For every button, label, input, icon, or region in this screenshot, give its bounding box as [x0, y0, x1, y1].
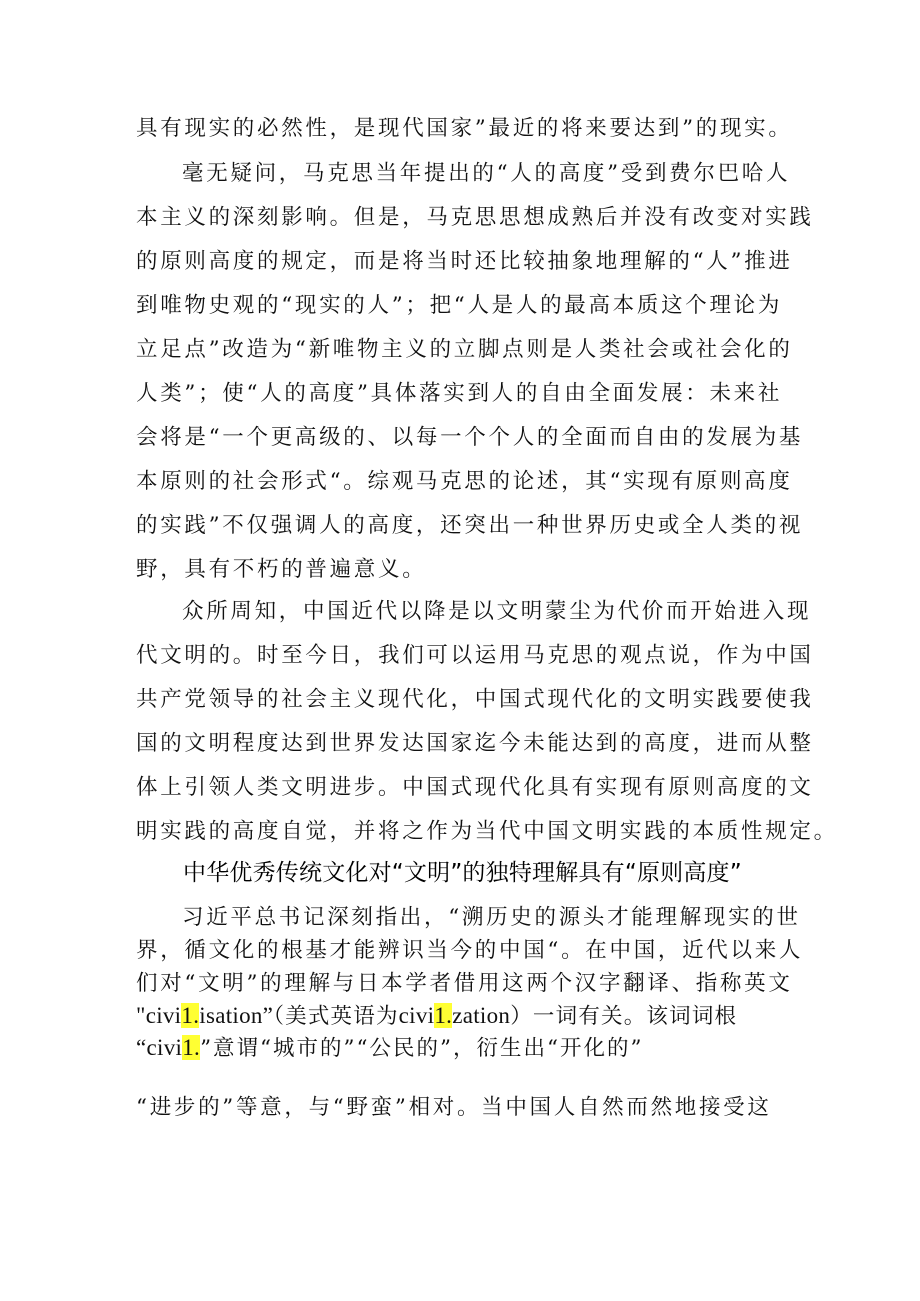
latin-text: zation	[452, 1003, 511, 1028]
section-heading: 中华优秀传统文化对“文明”的独特理解具有“原则高度”	[183, 860, 742, 886]
text-line: 体上引领人类文明进步。中国式现代化具有实现有原则高度的文	[136, 775, 814, 800]
text-line: 人类”；使“人的高度”具体落实到人的自由全面发展：未来社	[136, 381, 783, 406]
text-line: 会将是“一个更高级的、以每一个个人的全面而自由的发展为基	[136, 425, 804, 450]
text-line: 习近平总书记深刻指出，“溯历史的源头才能理解现实的世	[182, 905, 801, 930]
text-line: 们对“文明”的理解与日本学者借用这两个汉字翻译、指称英文	[136, 971, 793, 996]
text-line: 野，具有不朽的普遍意义。	[136, 557, 427, 582]
text-line: 毫无疑问，马克思当年提出的“人的高度”受到费尔巴哈人	[182, 161, 791, 186]
latin-text: "civi	[136, 1003, 182, 1028]
text-line: “进步的”等意，与“野蛮”相对。当中国人自然而然地接受这	[136, 1095, 772, 1120]
highlighted-text: 1.	[434, 1003, 453, 1028]
highlighted-text: 1.	[182, 1035, 201, 1060]
latin-text: civi	[398, 1003, 435, 1028]
text-line: 共产党领导的社会主义现代化，中国式现代化的文明实践要使我	[136, 687, 814, 712]
text-segment: （美式英语为	[273, 1004, 399, 1029]
text-line: 立足点”改造为“新唯物主义的立脚点则是人类社会或社会化的	[136, 337, 793, 362]
text-line: 的原则高度的规定，而是将当时还比较抽象地理解的“人”推进	[136, 249, 793, 274]
text-line: 的实践”不仅强调人的高度，还突出一种世界历史或全人类的视	[136, 513, 804, 538]
text-line-mixed	[136, 1001, 737, 1032]
text-line: 国的文明程度达到世界发达国家迄今未能达到的高度，进而从整	[136, 731, 814, 756]
text-line: 本主义的深刻影响。但是，马克思思想成熟后并没有改变对实践	[136, 205, 814, 230]
text-line: 明实践的高度自觉，并将之作为当代中国文明实践的本质性规定。	[136, 819, 838, 844]
latin-text: isation”	[199, 1003, 274, 1028]
text-segment: ）一词有关。该词词根	[510, 1004, 738, 1029]
highlighted-text: 1.	[181, 1003, 200, 1028]
text-line: 代文明的。时至今日，我们可以运用马克思的观点说，作为中国	[136, 643, 814, 668]
text-line: 界，循文化的根基才能辨识当今的中国“。在中国，近代以来人	[136, 938, 804, 963]
text-segment: ”意谓“城市的”“公民的”，衍生出“开化的”	[200, 1036, 644, 1061]
text-line: 到唯物史观的“现实的人”；把“人是人的最高本质这个理论为	[136, 293, 783, 318]
latin-text: “civi	[136, 1035, 183, 1060]
text-line: 众所周知，中国近代以降是以文明蒙尘为代价而开始进入现	[182, 599, 812, 624]
text-line: 本原则的社会形式“。综观马克思的论述，其“实现有原则高度	[136, 469, 793, 494]
text-line-mixed	[136, 1033, 644, 1064]
text-line: 具有现实的必然性，是现代国家”最近的将来要达到”的现实。	[136, 116, 793, 141]
